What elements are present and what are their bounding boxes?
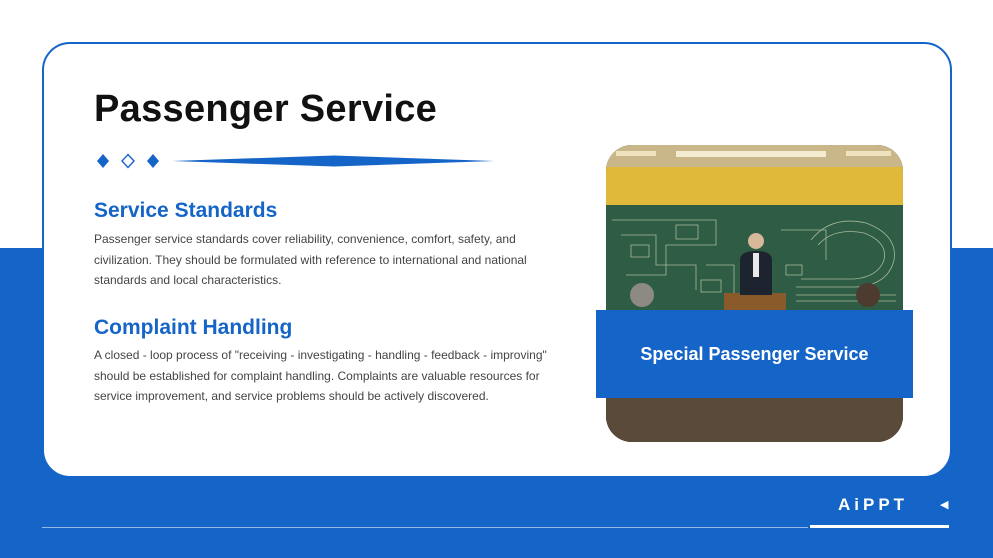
slide-title: Passenger Service xyxy=(94,88,438,130)
filled-diamond-icon xyxy=(147,154,159,168)
triangle-left-icon: ◀ xyxy=(940,499,949,511)
tapered-line-icon xyxy=(172,156,494,167)
filled-diamond-icon xyxy=(97,154,109,168)
title-ornament xyxy=(94,150,504,172)
caption-text: Special Passenger Service xyxy=(640,343,869,364)
service-standards-heading: Service Standards xyxy=(94,199,278,222)
footer-divider xyxy=(42,527,808,528)
complaint-handling-heading: Complaint Handling xyxy=(94,316,293,339)
service-standards-text: Passenger service standards cover reliability, convenience, comfort, safety, and civilization. They should be formulated with reference to international and national standards and local characteristics. xyxy=(94,232,527,287)
brand-underline xyxy=(810,525,949,528)
outline-diamond-icon xyxy=(122,155,134,168)
complaint-handling-text: A closed - loop process of "receiving - investigating - handling - feedback - improving" should be established for complaint handling. Complaints are valuable resources for service improvement, and service problems should be actively discovered. xyxy=(94,348,547,403)
brand-logo: AiPPT xyxy=(838,495,909,514)
caption-banner xyxy=(596,310,913,398)
